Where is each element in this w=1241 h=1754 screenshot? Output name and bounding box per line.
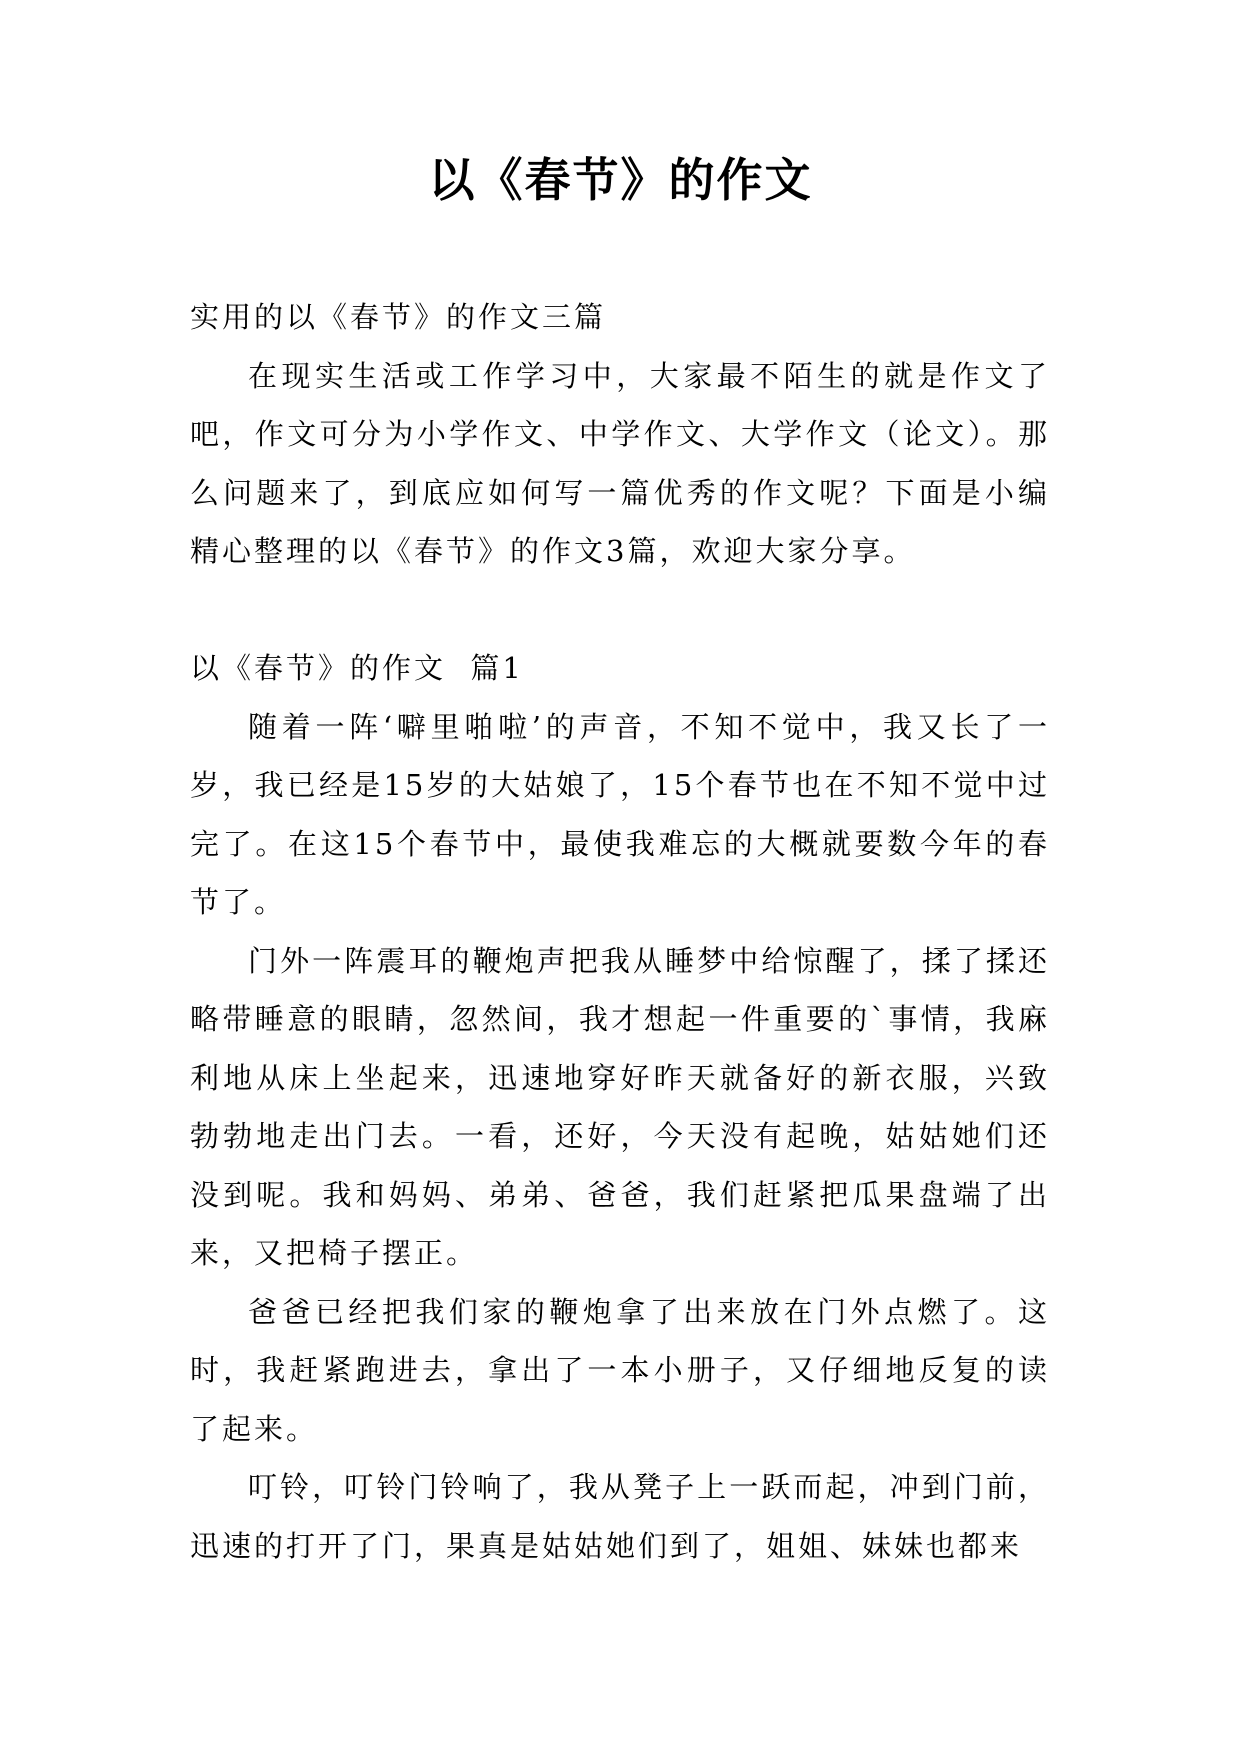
paragraph-gap bbox=[190, 581, 1050, 640]
document-body bbox=[190, 288, 1050, 1575]
body-paragraph-2: 门外一阵震耳的鞭炮声把我从睡梦中给惊醒了，揉了揉还略带睡意的眼睛，忽然间，我才想起一件重要的`事情，我麻利地从床上坐起来，迅速地穿好昨天就备好的新衣服，兴致勃勃地走出门去。一看，还好，今天没有起晚，姑姑她们还没到呢。我和妈妈、弟弟、爸爸，我们赶紧把瓜果盘端了出来，又把椅子摆正。 bbox=[190, 943, 1050, 1270]
document-title: 以《春节》的作文 bbox=[428, 153, 813, 207]
body-paragraph-4: 叮铃，叮铃门铃响了，我从凳子上一跃而起，冲到门前，迅速的打开了门，果真是姑姑她们到了，姐姐、妹妹也都来 bbox=[190, 1470, 1050, 1563]
intro-paragraph: 在现实生活或工作学习中，大家最不陌生的就是作文了吧，作文可分为小学作文、中学作文、大学作文（论文）。那么问题来了，到底应如何写一篇优秀的作文呢？下面是小编精心整理的以《春节》的作文3篇，欢迎大家分享。 bbox=[190, 358, 1050, 568]
body-paragraph-3: 爸爸已经把我们家的鞭炮拿了出来放在门外点燃了。这时，我赶紧跑进去，拿出了一本小册子，又仔细地反复的读了起来。 bbox=[190, 1294, 1050, 1446]
body-paragraph-1: 随着一阵‘噼里啪啦’的声音，不知不觉中，我又长了一岁，我已经是15岁的大姑娘了，15个春节也在不知不觉中过完了。在这15个春节中，最使我难忘的大概就要数今年的春节了。 bbox=[190, 709, 1050, 919]
section-heading: 以《春节》的作文 篇1 bbox=[190, 651, 524, 685]
document-subtitle: 实用的以《春节》的作文三篇 bbox=[190, 300, 607, 334]
